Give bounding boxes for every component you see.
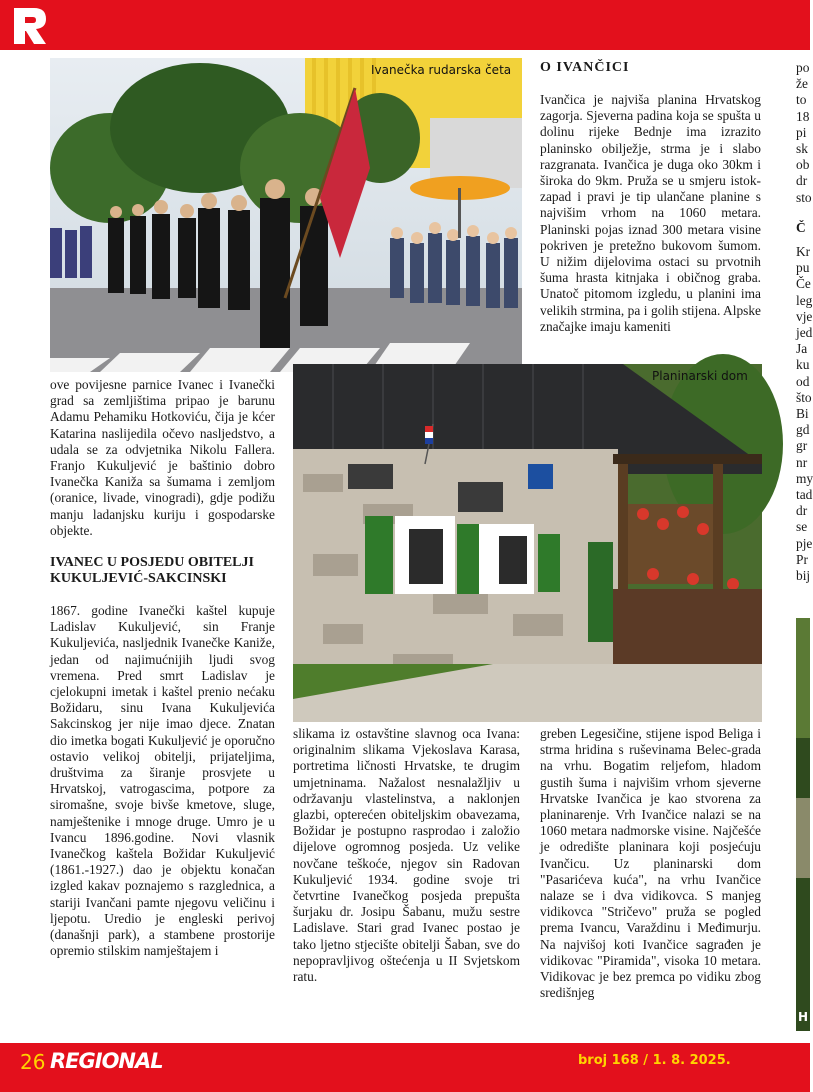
edge-heading: Č <box>796 219 806 235</box>
column-2 <box>293 726 520 985</box>
issue-info: broj 168 / 1. 8. 2025. <box>578 1053 731 1068</box>
column-1 <box>50 377 275 960</box>
photo-miners-parade <box>50 58 522 372</box>
edge-line: Pr <box>796 551 808 567</box>
page-number: 26 <box>20 1050 46 1074</box>
edge-photo-cut <box>796 618 810 1031</box>
edge-line: to <box>796 92 807 108</box>
edge-line: dr <box>796 503 808 519</box>
edge-line: Če <box>796 276 811 292</box>
edge-line: my <box>796 470 813 486</box>
edge-line: nr <box>796 454 808 470</box>
photo2-caption: Planinarski dom <box>652 369 748 383</box>
edge-photo-letter: H <box>798 1010 809 1024</box>
edge-line: ku <box>796 357 810 373</box>
edge-line: Bi <box>796 406 809 422</box>
edge-line: pi <box>796 124 807 140</box>
edge-line: ob <box>796 157 810 173</box>
edge-line: bij <box>796 568 811 584</box>
edge-line: jed <box>796 325 813 341</box>
edge-line: Ja <box>796 341 808 357</box>
edge-line: pu <box>796 260 810 276</box>
section-heading-ivancica: O IVANČICI <box>540 60 630 75</box>
edge-line: što <box>796 389 812 405</box>
edge-line: od <box>796 373 810 389</box>
edge-line: leg <box>796 292 813 308</box>
column-3-bottom <box>540 726 761 1001</box>
regional-r-logo-icon <box>12 6 48 46</box>
edge-line: pje <box>796 535 813 551</box>
photo1-caption: Ivanečka rudarska četa <box>371 63 512 77</box>
top-bar <box>0 0 810 50</box>
brand-logo: REGIONAL <box>50 1049 163 1073</box>
edge-line: gd <box>796 422 810 438</box>
edge-line: vje <box>796 308 813 324</box>
edge-line: po <box>796 60 810 75</box>
edge-column-cut <box>796 60 813 615</box>
edge-line: sto <box>796 189 812 205</box>
col1-intro-paragraph: ove povijesne parnice Ivanec i Ivanečki grad sa zemljištima pripao je barunu Adamu Pehamiku Hotkoviću, čija je kćer Katarina naslijedila očevo nasljedstvo, a udala se za odvjetnika Nikolu Fallera. Franjo Kukuljević je baštinio dobro Ivanečka Kaniža sa šumama i zemljom (oranice, livade, vinogradi), gdje podižu manju ladanjsku kuriju i gospodarske objekte. <box>50 377 275 538</box>
edge-line: sk <box>796 141 808 157</box>
edge-line: Kr <box>796 244 811 260</box>
ivancica-paragraph-top: Ivančica je najviša planina Hrvatskog zagorja. Sjeverna padina koja se spušta u dolinu rijeke Bednje ima izrazito planinsko obilježje, strma je i slabo razgranata. Ivančica je duga oko 30km i široka do 9km. Pruža se u smjeru istok-zapad i pravi je tip ulančane planine s najvišim vrhom na 1060 metara. Planinski pojas iznad 300 metara visine pokriven je pretežno bukovom šumom. U nižim dijelovima ostaci su prvotnih šuma hrasta kitnjaka i običnog graba. Unatoč pitomom izgledu, u planini ima velikih strmina, pa i golih stijena. Alpske značajke imaju kameniti <box>540 92 761 334</box>
section-heading-kukuljevic: IVANEC U POSJEDU OBITELJI KUKULJEVIĆ-SAKCINSKI <box>50 555 254 587</box>
edge-line: 18 <box>796 108 810 124</box>
edge-line: že <box>796 76 808 92</box>
edge-line: se <box>796 519 808 535</box>
column-3-top <box>540 60 761 335</box>
ivancica-paragraph-bottom: greben Legesičine, stijene ispod Beliga i strma hridina s ruševinama Belec-grada na vrhu. Bogatim reljefom, hladom gustih šuma i najvišim vrhom sjeverne Hrvatske Ivančica je kao stvorena za planinarenje. Vrh Ivančice nalazi se na 1060 metara nadmorske visine. Najčešće je odredište planinara koji posjećuju Ivančicu. Uz planinarski dom "Pasarićeva kuća", na vrhu Ivančice nalaze se i dva vidikovca. S manjeg vidikovca "Stričevo" pruža se pogled prema Ivancu, Varaždinu i Međimurju. Na najvišoj koti Ivančice sagrađen je vidikovac "Piramida", visoka 10 metara. Vidikovac je bez premca po vidiku zbog središnjeg <box>540 726 761 1001</box>
edge-line: dr <box>796 173 808 189</box>
col2-body-paragraph: slikama iz ostavštine slavnog oca Ivana: originalnim slikama Vjekoslava Karasa, portretima ličnosti Hrvatske, te drugim umjetninama. Nažalost nesnalažljiv u održavanju vlastelinstva, a naklonjen glazbi, opterećen obiteljskim obavezama, Božidar je postupno rasprodao i založio dijelove ogromnog posjeda. Uz velike novčane teškoće, njegov sin Radovan Kukuljević 1934. godine svoje tri četvrtine Ivanečkog posjeda prepušta šurjaku dr. Josipu Šabanu, mužu sestre Ladislave. Stari grad Ivanec postao je tako ljetno stjecište obitelji Šaban, sve do nepopravljivog oštećenja u II Svjetskom ratu. <box>293 726 520 985</box>
edge-line: gr <box>796 438 808 454</box>
edge-line: tad <box>796 487 813 503</box>
photo-mountain-hut <box>293 364 762 722</box>
col1-body-paragraph: 1867. godine Ivanečki kaštel kupuje Ladislav Kukuljević, sin Franje Kukuljevića, nasljednik Ivanečke Kaniže, jedan od najimućnijih ljudi svog vremena. Pred smrt Ladislav je cjelokupni imetak i kaštel prenio nećaku Božidaru, sinu Ivana Kukuljevića Sakcinskog jer nije imao djece. Znatan dio imetka bogati Kukuljević je oporučno ostavio velikoj obitelji, prijateljima, društvima za širanje prosvjete u Hrvatskoj, vatrogascima, potpore za siromašne, svoje bivše kmetove, sluge, namještenike i mnoge druge. Umro je u Ivancu 1896.godine. Novi vlasnik Ivanečkog kaštela Božidar Kukuljević (1861.-1927.) dao je objektu konačan izgled kakav poznajemo s razglednica, a stariji Ivančani pamte njegovu veličinu i ljepotu. Uredio je engleski perivoj (današnji park), a stambene prostorije opremio stilskim namještajem i <box>50 603 275 959</box>
